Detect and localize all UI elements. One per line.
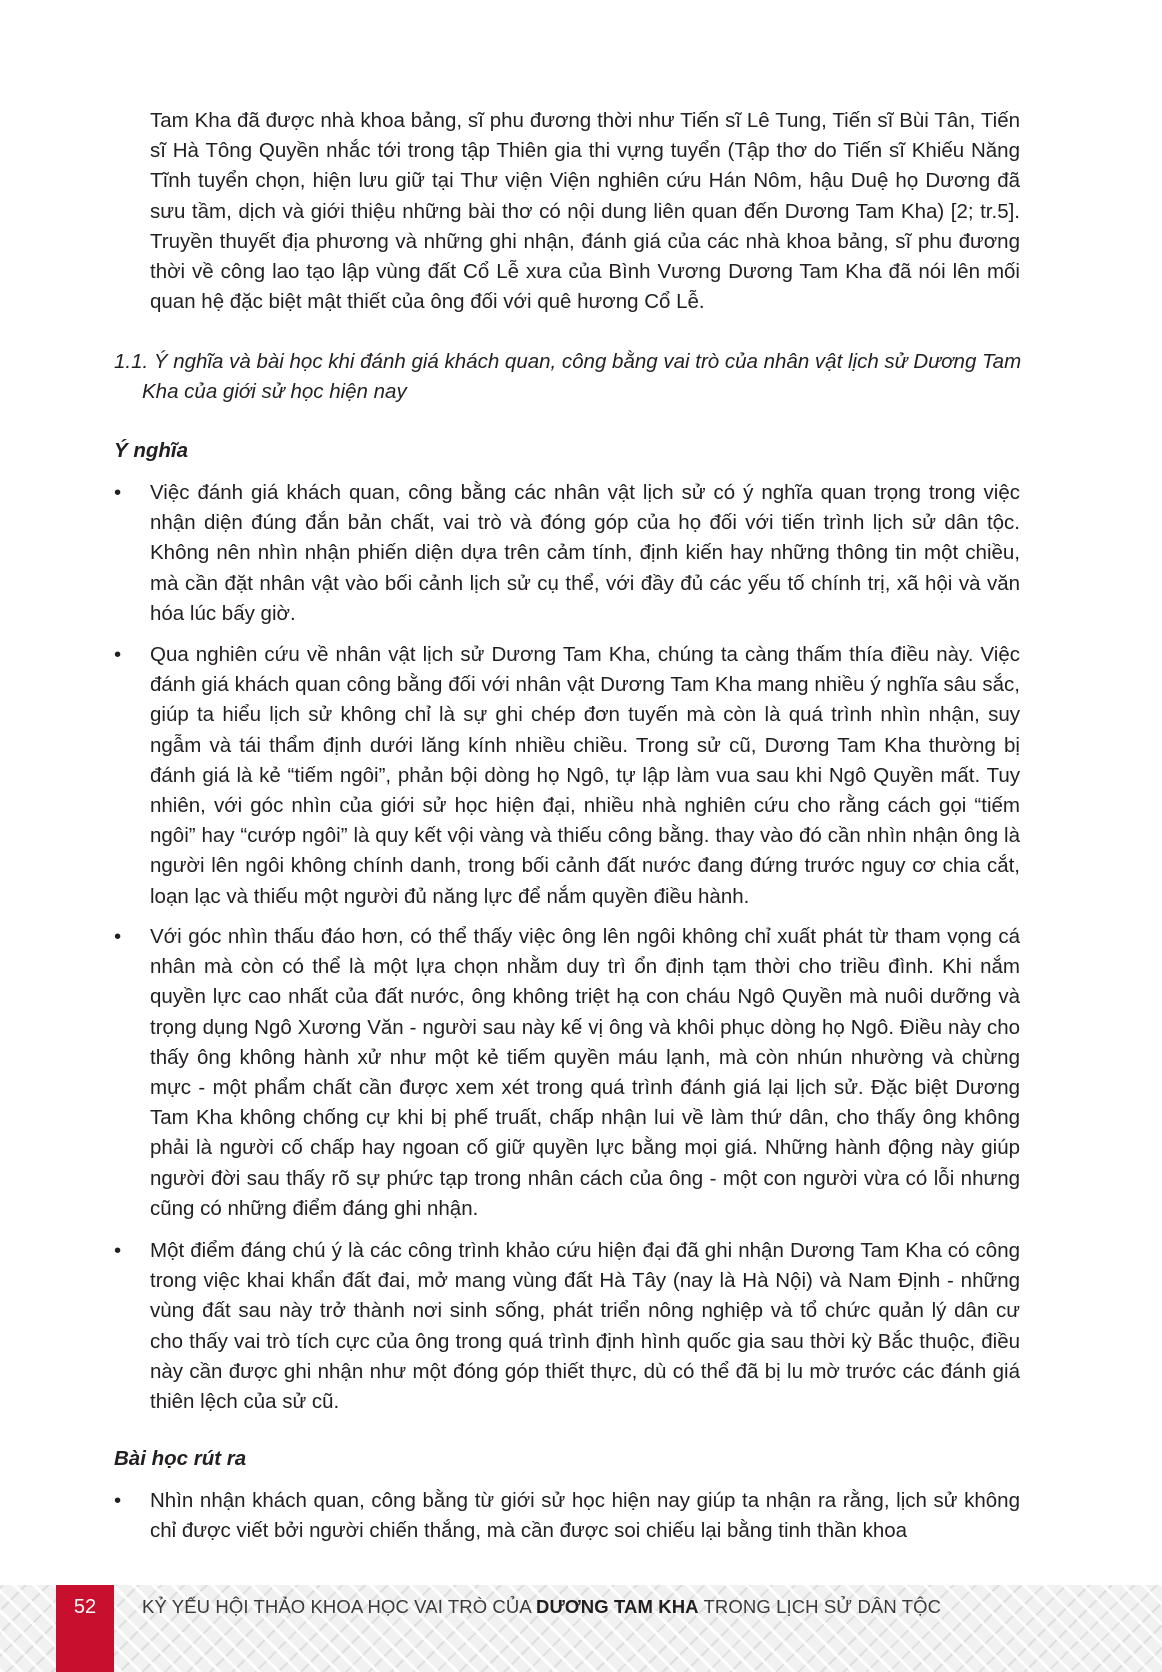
page-number: 52 xyxy=(56,1585,114,1672)
page-footer xyxy=(0,1585,1162,1672)
bullet-text: Nhìn nhận khách quan, công bằng từ giới sử học hiện nay giúp ta nhận ra rằng, lịch sử không chỉ được viết bởi người chiến thắng, mà cần được soi chiếu lại bằng tinh thần khoa xyxy=(150,1489,1020,1543)
bullet-icon: • xyxy=(114,481,122,504)
bullet-icon: • xyxy=(114,925,122,948)
bullet-icon: • xyxy=(114,1489,122,1512)
bullet-icon: • xyxy=(114,1239,122,1262)
list-item xyxy=(114,1486,1020,1546)
bullet-text: Việc đánh giá khách quan, công bằng các nhân vật lịch sử có ý nghĩa quan trọng trong việc nhận diện đúng đắn bản chất, vai trò và đóng góp của họ đối với tiến trình lịch sử dân tộc. Không nên nhìn nhận phiến diện dựa trên cảm tính, định kiến hay những thông tin một chiều, mà cần đặt nhân vật vào bối cảnh lịch sử cụ thể, với đầy đủ các yếu tố chính trị, xã hội và văn hóa lúc bấy giờ. xyxy=(150,481,1020,625)
list-item xyxy=(114,922,1020,1224)
heading-lessons: Bài học rút ra xyxy=(114,1447,247,1470)
bullet-text: Với góc nhìn thấu đáo hơn, có thể thấy việc ông lên ngôi không chỉ xuất phát từ tham vọng cá nhân mà còn có thể là một lựa chọn nhằm duy trì ổn định tạm thời cho triều đình. Khi nắm quyền lực cao nhất của đất nước, ông không triệt hạ con cháu Ngô Quyền mà nuôi dưỡng và trọng dụng Ngô Xương Văn - người sau này kế vị ông và khôi phục dòng họ Ngô. Điều này cho thấy ông không hành xử như một kẻ tiếm quyền máu lạnh, mà còn nhún nhường và chừng mực - một phẩm chất cần được xem xét trong quá trình đánh giá lại lịch sử. Đặc biệt Dương Tam Kha không chống cự khi bị phế truất, chấp nhận lui về làm thứ dân, cho thấy ông không phải là người cố chấp hay ngoan cố giữ quyền lực bằng mọi giá. Những hành động này giúp người đời sau thấy rõ sự phức tạp trong nhân cách của ông - một con người vừa có lỗi nhưng cũng có những điểm đáng ghi nhận. xyxy=(150,925,1020,1220)
running-title-prefix: KỶ YẾU HỘI THẢO KHOA HỌC VAI TRÒ CỦA xyxy=(142,1596,537,1617)
list-item xyxy=(114,640,1020,912)
bullet-icon: • xyxy=(114,643,122,666)
section-title: 1.1. Ý nghĩa và bài học khi đánh giá khách quan, công bằng vai trò của nhân vật lịch sử Dương Tam Kha của giới sử học hiện nay xyxy=(114,350,1022,404)
heading-meaning: Ý nghĩa xyxy=(114,439,189,462)
running-title-suffix: TRONG LỊCH SỬ DÂN TỘC xyxy=(698,1596,942,1617)
bullet-text: Qua nghiên cứu về nhân vật lịch sử Dương Tam Kha, chúng ta càng thấm thía điều này. Việc đánh giá khách quan công bằng đối với nhân vật Dương Tam Kha mang nhiều ý nghĩa sâu sắc, giúp ta hiểu lịch sử không chỉ là sự ghi chép đơn tuyến mà còn là quá trình nhìn nhận, suy ngẫm và tái thẩm định dưới lăng kính nhiều chiều. Trong sử cũ, Dương Tam Kha thường bị đánh giá là kẻ “tiếm ngôi”, phản bội dòng họ Ngô, tự lập làm vua sau khi Ngô Quyền mất. Tuy nhiên, với góc nhìn của giới sử học hiện đại, nhiều nhà nghiên cứu cho rằng cách gọi “tiếm ngôi” hay “cướp ngôi” là quy kết vội vàng và thiếu công bằng. thay vào đó cần nhìn nhận ông là người lên ngôi không chính danh, trong bối cảnh đất nước đang đứng trước nguy cơ chia cắt, loạn lạc và thiếu một người đủ năng lực để nắm quyền điều hành. xyxy=(150,643,1020,908)
running-title-bold: DƯƠNG TAM KHA xyxy=(536,1596,699,1617)
running-title xyxy=(142,1593,941,1621)
list-item xyxy=(114,1236,1020,1417)
bullet-text: Một điểm đáng chú ý là các công trình khảo cứu hiện đại đã ghi nhận Dương Tam Kha có công trong việc khai khẩn đất đai, mở mang vùng đất Hà Tây (nay là Hà Nội) và Nam Định - những vùng đất sau này trở thành nơi sinh sống, phát triển nông nghiệp và tổ chức quản lý dân cư cho thấy vai trò tích cực của ông trong quá trình định hình quốc gia sau thời kỳ Bắc thuộc, điều này cần được ghi nhận như một đóng góp thiết thực, dù có thể đã bị lu mờ trước các đánh giá thiên lệch của sử cũ. xyxy=(150,1239,1020,1414)
intro-paragraph: Tam Kha đã được nhà khoa bảng, sĩ phu đương thời như Tiến sĩ Lê Tung, Tiến sĩ Bùi Tân, Tiến sĩ Hà Tông Quyền nhắc tới trong tập Thiên gia thi vựng tuyển (Tập thơ do Tiến sĩ Khiếu Năng Tĩnh tuyển chọn, hiện lưu giữ tại Thư viện Viện nghiên cứu Hán Nôm, hậu Duệ họ Dương đã sưu tầm, dịch và giới thiệu những bài thơ có nội dung liên quan đến Dương Tam Kha) [2; tr.5]. Truyền thuyết địa phương và những ghi nhận, đánh giá của các nhà khoa bảng, sĩ phu đương thời về công lao tạo lập vùng đất Cổ Lễ xưa của Bình Vương Dương Tam Kha đã nói lên mối quan hệ đặc biệt mật thiết của ông đối với quê hương Cổ Lễ. xyxy=(150,109,1020,314)
list-item xyxy=(114,478,1020,629)
